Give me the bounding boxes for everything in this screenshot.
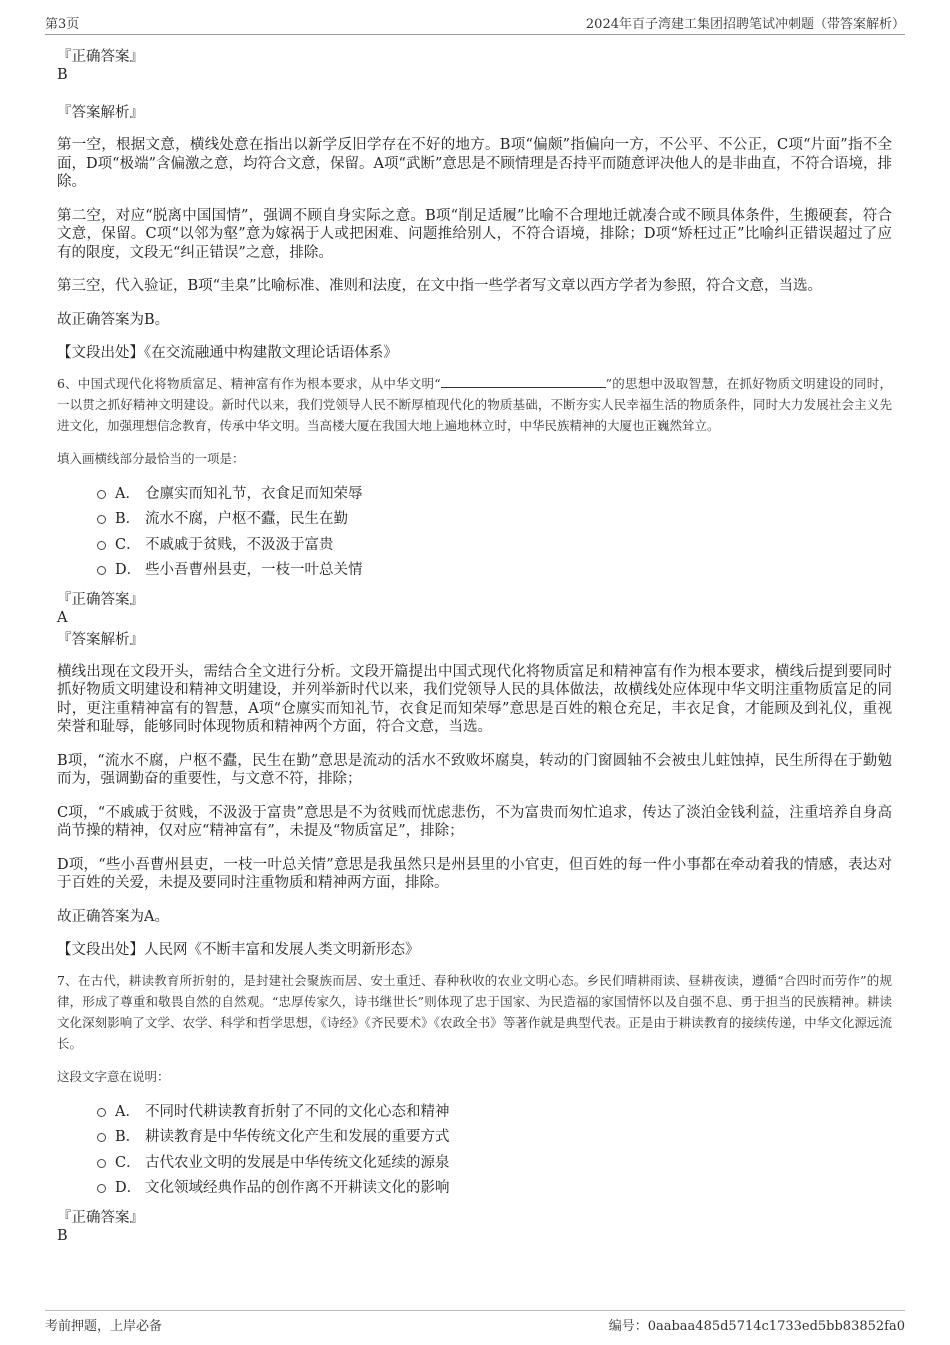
radio-icon[interactable] [97, 1133, 106, 1142]
radio-icon[interactable] [97, 1184, 106, 1193]
q7-option-d[interactable] [97, 1176, 892, 1202]
option-text: 耕读教育是中华传统文化产生和发展的重要方式 [145, 1129, 450, 1145]
q5-analysis-paragraph: 第二空，对应“脱离中国国情”，强调不顾自身实际之意。B项“削足适履”比喻不合理地迁就凑合或不顾具体条件，生搬硬套，符合文意，保留。C项“以邻为壑”意为嫁祸于人或把困难、问题推给别人，不符合语境，排除；D项“矫枉过正”比喻纠正错误超过了应有的限度，文段无“纠正错误”之意，排除。 [57, 207, 892, 261]
q6-option-a[interactable] [97, 482, 892, 508]
option-text: 古代农业文明的发展是中华传统文化延续的源泉 [145, 1154, 450, 1171]
page-header [45, 12, 905, 35]
option-letter: A． [115, 1103, 140, 1120]
footer-slogan: 考前押题，上岸必备 [45, 1319, 163, 1334]
option-text: 流水不腐，户枢不蠹，民生在勤 [145, 511, 348, 527]
q6-answer-label: 『正确答案』 [57, 591, 144, 608]
q5-answer-label: 『正确答案』 [57, 49, 144, 65]
radio-icon[interactable] [97, 541, 106, 550]
q6-analysis-paragraph: D项，“些小吾曹州县吏，一枝一叶总关情”意思是我虽然只是州县里的小官吏，但百姓的每一件小事都在牵动着我的情感，表达对于百姓的关爱，未提及要同时注重物质和精神两方面，排除。 [57, 856, 892, 891]
option-letter: C． [115, 536, 141, 553]
q5-analysis-label: 『答案解析』 [57, 105, 144, 121]
radio-icon[interactable] [97, 515, 106, 524]
q5-analysis-paragraph: 第一空，根据文意，横线处意在指出以新学反旧学存在不好的地方。B项“偏颇”指偏向一方，不公平、不公正，C项“片面”指不全面，D项“极端”含偏激之意，均符合文意，保留。A项“武断”意思是不顾情理是否持平而随意评决他人的是非曲直，不符合语境，排除。 [57, 137, 892, 190]
q7-options [97, 1100, 892, 1202]
radio-icon[interactable] [97, 1108, 106, 1117]
q6-option-d[interactable] [97, 558, 892, 584]
option-text: 文化领域经典作品的创作离不开耕读文化的影响 [145, 1180, 450, 1196]
q6-option-b[interactable] [97, 507, 892, 533]
q6-answer: A [57, 609, 68, 626]
q6-analysis-label: 『答案解析』 [57, 631, 144, 648]
document-id: 编号：0aabaa485d5714c1733ed5bb83852fa0 [608, 1319, 905, 1334]
q5-conclusion: 故正确答案为B。 [57, 311, 170, 328]
option-letter: B． [115, 511, 141, 527]
q6-stem-before: 6、中国式现代化将物质富足、精神富有作为根本要求，从中华文明“ [57, 375, 441, 391]
q7-prompt: 这段文字意在说明： [57, 1068, 170, 1084]
option-text: 仓廪实而知礼节，衣食足而知荣辱 [145, 485, 363, 502]
radio-icon[interactable] [97, 566, 106, 575]
q6-prompt: 填入画横线部分最恰当的一项是： [57, 450, 245, 466]
q6-conclusion: 故正确答案为A。 [57, 908, 169, 925]
q7-option-c[interactable] [97, 1151, 892, 1177]
q5-answer: B [57, 67, 68, 83]
radio-icon[interactable] [97, 1159, 106, 1168]
q7-option-a[interactable] [97, 1100, 892, 1126]
option-letter: D． [115, 1180, 142, 1196]
page-content [57, 48, 892, 1245]
q6-analysis-paragraph: B项，“流水不腐，户枢不蠹，民生在勤”意思是流动的活水不致败坏腐臭，转动的门窗圆轴不会被虫儿蛀蚀掉，民生所得在于勤勉而为，强调勤奋的重要性，与文意不符，排除； [57, 752, 892, 787]
document-title: 2024年百子湾建工集团招聘笔试冲刺题（带答案解析） [585, 17, 905, 32]
option-text: 些小吾曹州县吏，一枝一叶总关情 [145, 562, 363, 578]
option-letter: B． [115, 1129, 141, 1145]
q6-options [97, 482, 892, 584]
option-text: 不同时代耕读教育折射了不同的文化心态和精神 [145, 1103, 450, 1120]
q6-option-c[interactable] [97, 533, 892, 559]
q6-stem [57, 373, 892, 436]
q7-answer-label: 『正确答案』 [57, 1209, 144, 1226]
q7-stem: 7、在古代，耕读教育所折射的，是封建社会聚族而居、安土重迁、春种秋收的农业文明心态。乡民们晴耕雨读、昼耕夜读，遵循“合四时而劳作”的规律，形成了尊重和敬畏自然的自然观。“忠厚传家久，诗书继世长”则体现了忠于国家、为民造福的家国情怀以及自强不息、勇于担当的民族精神。耕读文化深刻影响了文学、农学、科学和哲学思想，《诗经》《齐民要术》《农政全书》等著作就是典型代表。正是由于耕读教育的接续传递，中华文化源远流长。 [57, 972, 892, 1051]
page-footer [45, 1310, 905, 1334]
q6-analysis-paragraph: C项，“不戚戚于贫贱，不汲汲于富贵”意思是不为贫贱而忧虑悲伤，不为富贵而匆忙追求，传达了淡泊金钱利益，注重培养自身高尚节操的精神，仅对应“精神富有”，未提及“物质富足”，排除； [57, 804, 892, 839]
q6-fill-blank [441, 375, 606, 388]
q6-stem-after: ”的思想中汲取智慧，在抓好物质文明建设的同时，一以贯之抓好精神文明建设。新时代以来，我们党领导人民不断厚植现代化的物质基础，不断夯实人民幸福生活的物质条件，同时大力发展社会主义先进文化，加强理想信念教育，传承中华文明。当高楼大厦在我国大地上遍地林立时，中华民族精神的大厦也正巍然耸立。 [57, 375, 892, 433]
page-number: 第3页 [45, 17, 80, 32]
q7-option-b[interactable] [97, 1125, 892, 1151]
radio-icon[interactable] [97, 490, 106, 499]
option-text: 不戚戚于贫贱，不汲汲于富贵 [145, 536, 334, 553]
option-letter: C． [115, 1154, 141, 1171]
q6-source: 【文段出处】人民网《不断丰富和发展人类文明新形态》 [57, 942, 420, 958]
q6-analysis-paragraph: 横线出现在文段开头，需结合全文进行分析。文段开篇提出中国式现代化将物质富足和精神富有作为根本要求，横线后提到要同时抓好物质文明建设和精神文明建设，并列举新时代以来，我们党领导人民的具体做法，故横线处应体现中华文明注重物质富足的同时，更注重精神富有的智慧，A项“仓廪实而知礼节，衣食足而知荣辱”意思是百姓的粮仓充足，丰衣足食，才能顾及到礼仪，重视荣誉和耻辱，能够同时体现物质和精神两个方面，符合文意，当选。 [57, 663, 892, 735]
q5-source: 【文段出处】《在交流融通中构建散文理论话语体系》 [57, 345, 398, 361]
q7-answer: B [57, 1227, 68, 1244]
q5-analysis-paragraph: 第三空，代入验证，B项“圭臬”比喻标准、准则和法度，在文中指一些学者写文章以西方学者为参照，符合文意，当选。 [57, 278, 822, 294]
option-letter: D． [115, 562, 142, 578]
option-letter: A． [115, 485, 140, 502]
